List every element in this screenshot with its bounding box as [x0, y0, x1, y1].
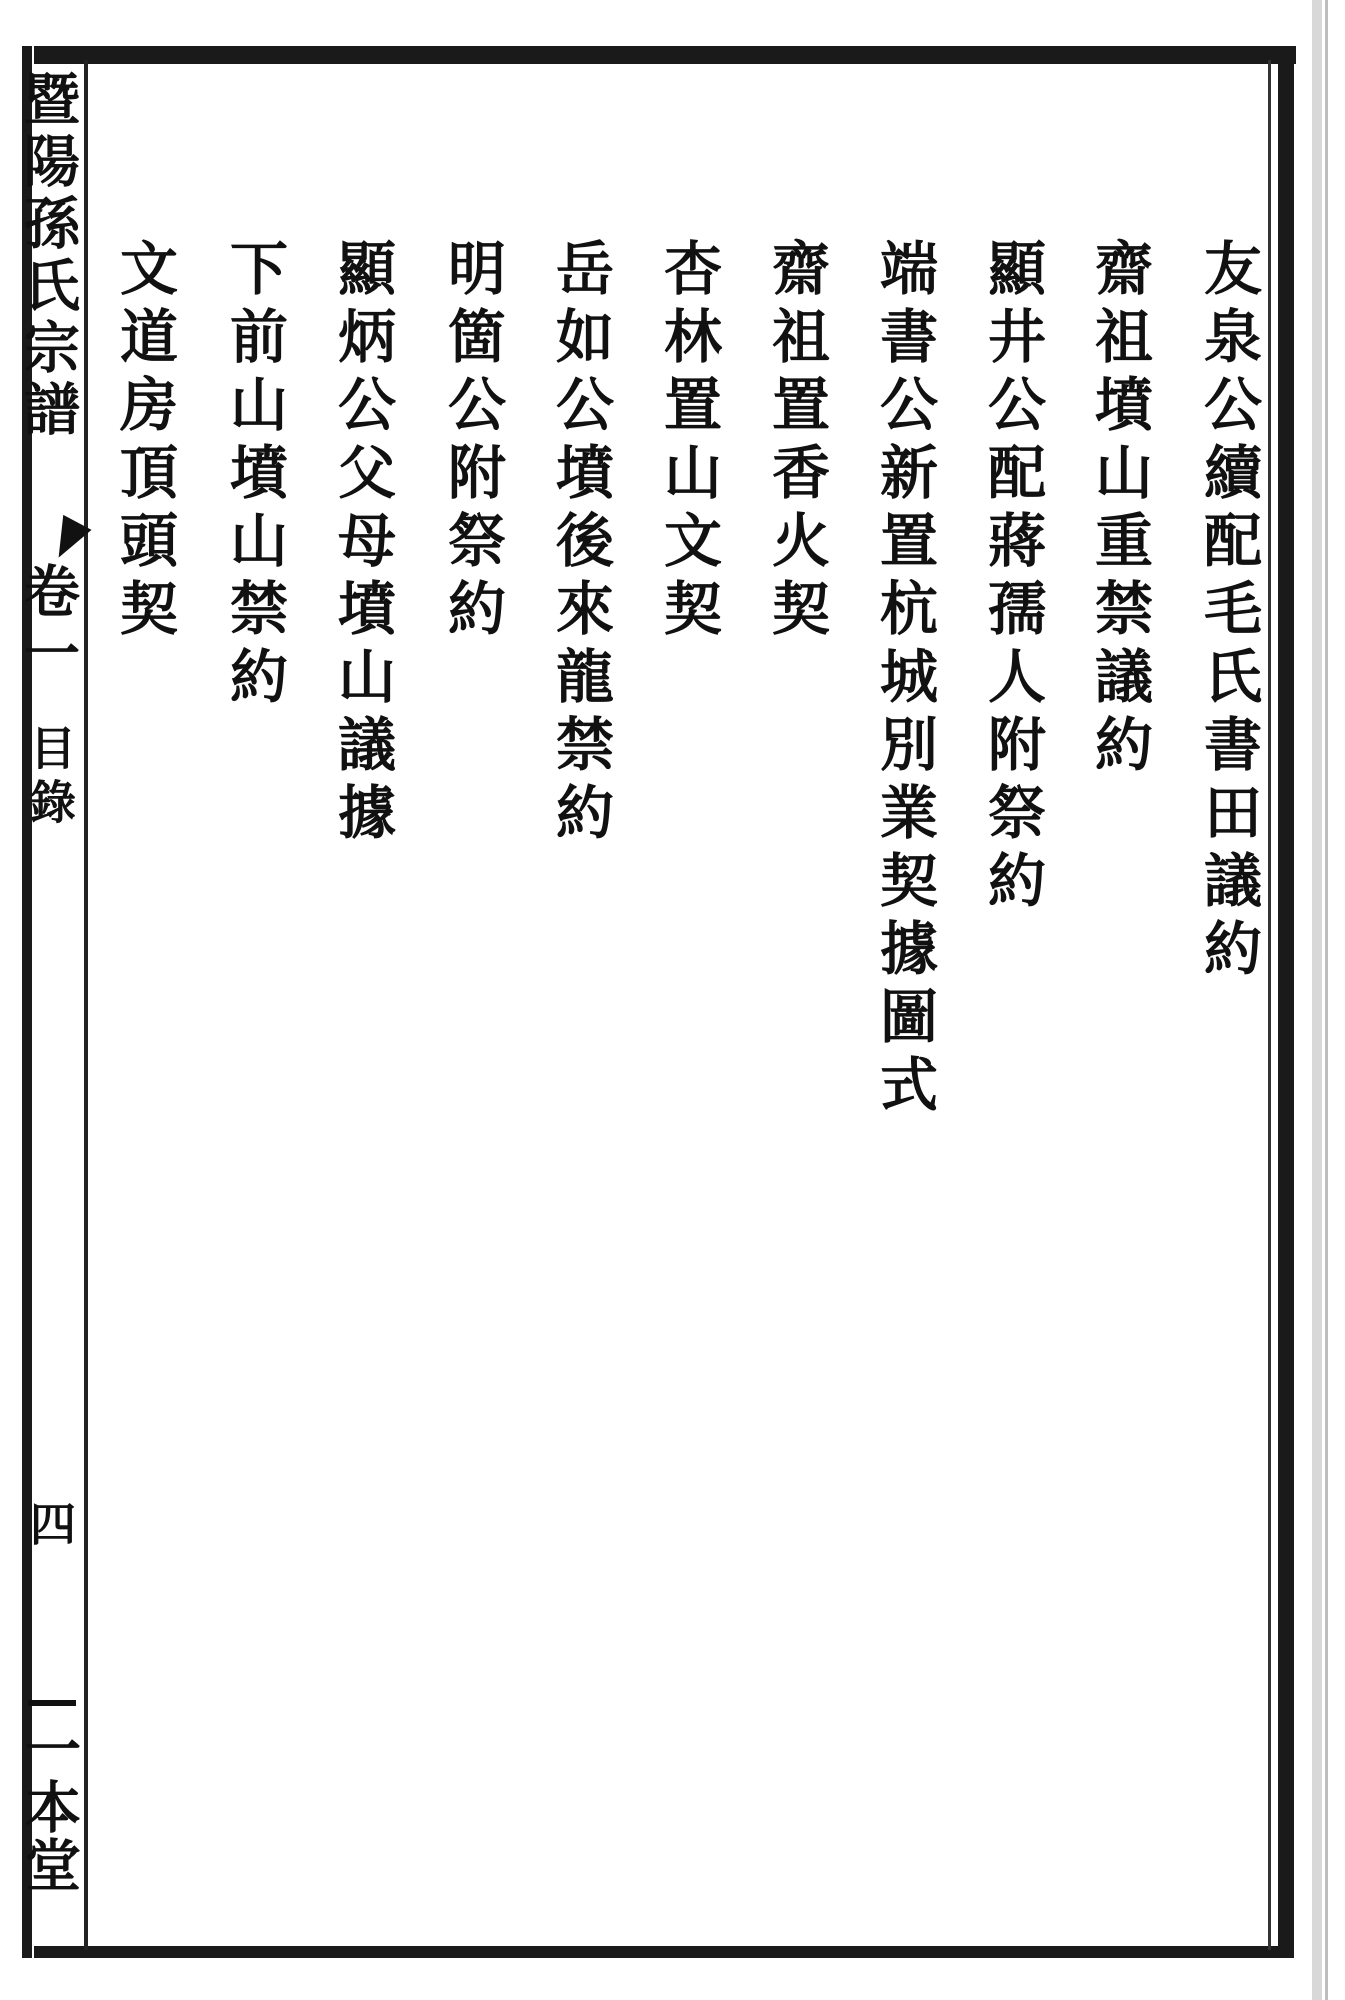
frame-top-rule [34, 46, 1296, 64]
toc-entry: 明箇公附祭約 [438, 238, 506, 646]
banxin-section: 目錄 [23, 724, 77, 832]
banxin-hall-name: 一本堂 [16, 1720, 82, 1894]
toc-entry: 端書公新置杭城別業契據圖式 [870, 238, 938, 1122]
banxin-folio-number: 四 [23, 1500, 77, 1546]
scan-edge-line [1325, 0, 1328, 2000]
frame-bottom-rule [34, 1946, 1294, 1958]
toc-entry: 齋祖置香火契 [762, 238, 830, 646]
banxin-divider [84, 60, 88, 1950]
toc-entry: 文道房頂頭契 [110, 238, 178, 646]
scan-edge-shadow [1312, 0, 1322, 2000]
toc-entry: 下前山墳山禁約 [220, 238, 288, 714]
frame-right-inner-rule [1268, 60, 1271, 1950]
banxin-book-title: 暨陽孫氏宗譜 [15, 70, 81, 442]
toc-entry: 顯炳公父母墳山議據 [328, 238, 396, 850]
toc-entry: 岳如公墳後來龍禁約 [546, 238, 614, 850]
banxin-volume: 卷一 [15, 562, 81, 686]
frame-right-rule [1278, 60, 1294, 1950]
toc-entry: 友泉公續配毛氏書田議約 [1194, 238, 1262, 986]
toc-entry: 顯井公配蔣孺人附祭約 [978, 238, 1046, 918]
toc-entry: 齋祖墳山重禁議約 [1085, 238, 1153, 782]
toc-entry: 杏林置山文契 [654, 238, 722, 646]
banxin-hall-rule [28, 1700, 76, 1706]
